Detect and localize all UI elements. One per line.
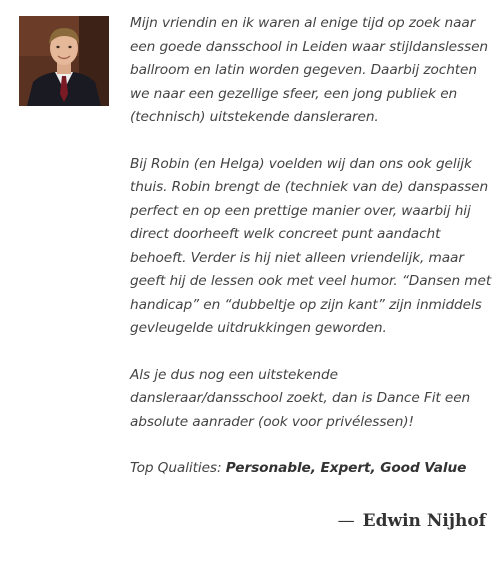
testimonial-text (130, 12, 492, 481)
author-photo (19, 16, 109, 106)
top-qualities-label: Top Qualities: (130, 460, 226, 476)
author-dash: — (337, 511, 355, 531)
testimonial-paragraph: Als je dus nog een uitstekende dansleraar/dansschool zoekt, dan is Dance Fit een absolute aanrader (ook voor privélessen)! (130, 366, 471, 430)
testimonial-paragraph: Mijn vriendin en ik waren al enige tijd op zoek naar een goede dansschool in Leiden waar stijldanslessen ballroom en latin worden gegeven. Daarbij zochten we naar een gezellige sfeer, een jong publiek en (technisch) uitstekende dansleraren. (130, 15, 488, 125)
top-qualities-value: Personable, Expert, Good Value (225, 460, 467, 476)
author-attribution (338, 511, 486, 531)
person-portrait-icon (19, 16, 109, 106)
top-qualities (130, 457, 492, 481)
testimonial-paragraph: Bij Robin (en Helga) voelden wij dan ons ook gelijk thuis. Robin brengt de (techniek van de) danspassen perfect en op een prettige manier over, waarbij hij direct doorheeft welk concreet punt aandacht behoeft. Verder is hij niet alleen vriendelijk, maar geeft hij de lessen ook met veel humor. “Dansen met handicap” en “dubbeltje op zijn kant” zijn inmiddels gevleugelde uitdrukkingen geworden. (130, 155, 492, 336)
author-name: Edwin Nijhof (362, 511, 486, 531)
